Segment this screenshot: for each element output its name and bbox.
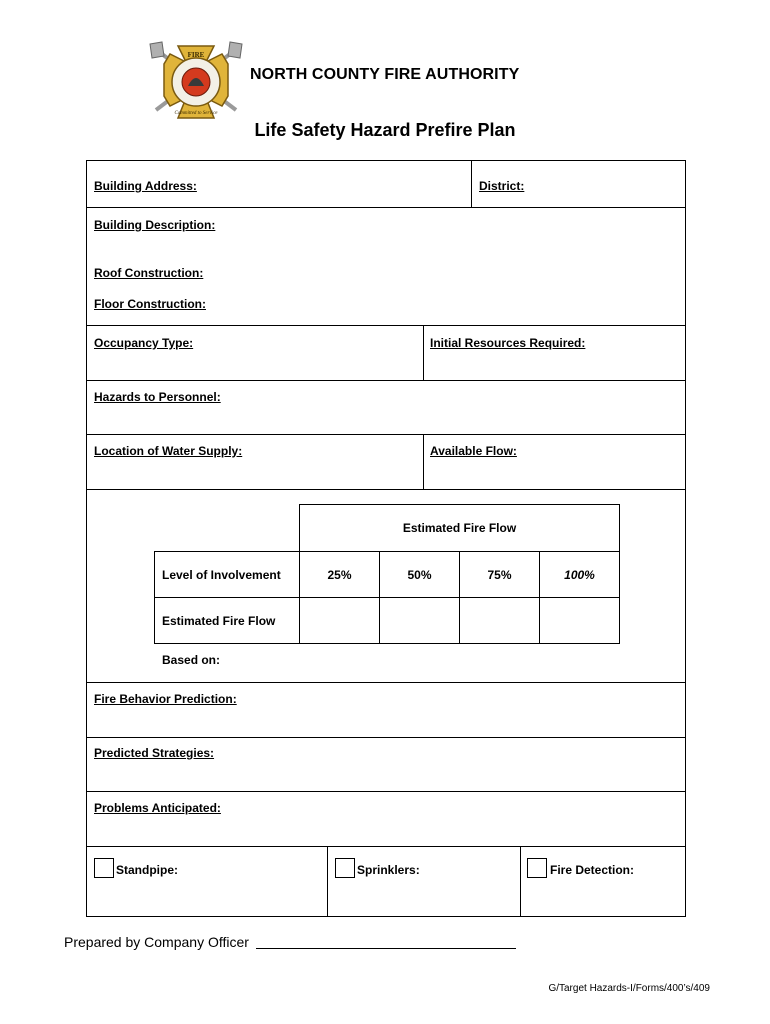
organization-name: NORTH COUNTY FIRE AUTHORITY [250,66,520,83]
maltese-cross-badge-icon [148,40,244,124]
row-divider [87,846,685,847]
row-divider [87,489,685,490]
logo-ring-text: Committed to Service [174,111,218,116]
row-divider [87,380,685,381]
fire-flow-100-input[interactable] [539,597,620,644]
row-divider [87,207,685,208]
standpipe-checkbox[interactable] [94,858,114,878]
involvement-50-cell: 50% [379,551,460,598]
row-divider [87,682,685,683]
predicted-strategies-label[interactable]: Predicted Strategies: [94,746,215,760]
column-divider [327,846,328,917]
available-flow-label[interactable]: Available Flow: [430,444,517,458]
fire-detection-checkbox[interactable] [527,858,547,878]
involvement-25-cell: 25% [299,551,380,598]
row-divider [87,325,685,326]
hazards-to-personnel-label[interactable]: Hazards to Personnel: [94,390,221,404]
fire-authority-logo [148,40,244,124]
page-title: Life Safety Hazard Prefire Plan [254,120,516,140]
prefire-plan-form [86,160,686,917]
fire-flow-table-header: Estimated Fire Flow [299,504,620,552]
sprinklers-checkbox[interactable] [335,858,355,878]
district-label[interactable]: District: [479,179,525,193]
signature-line[interactable] [256,948,516,949]
fire-flow-75-input[interactable] [459,597,540,644]
logo-shield-text: FIRE [187,51,205,59]
building-address-label[interactable]: Building Address: [94,179,197,193]
based-on-label[interactable]: Based on: [162,653,221,667]
fire-flow-25-input[interactable] [299,597,380,644]
water-supply-location-label[interactable]: Location of Water Supply: [94,444,243,458]
column-divider [471,161,472,207]
column-divider [520,846,521,917]
involvement-100-cell: 100% [539,551,620,598]
column-divider [423,325,424,380]
row-divider [87,434,685,435]
prepared-by-label: Prepared by Company Officer [64,934,249,950]
fire-detection-label: Fire Detection: [550,863,635,877]
form-code: G/Target Hazards-I/Forms/400’s/409 [548,983,710,994]
occupancy-type-label[interactable]: Occupancy Type: [94,336,194,350]
floor-construction-label[interactable]: Floor Construction: [94,297,206,311]
row-divider [87,791,685,792]
roof-construction-label[interactable]: Roof Construction: [94,266,204,280]
column-divider [423,434,424,489]
involvement-75-cell: 75% [459,551,540,598]
problems-anticipated-label[interactable]: Problems Anticipated: [94,801,221,815]
sprinklers-label: Sprinklers: [357,863,420,877]
level-of-involvement-label: Level of Involvement [154,551,300,598]
estimated-fire-flow-row-label: Estimated Fire Flow [154,597,300,644]
building-description-label[interactable]: Building Description: [94,218,216,232]
row-divider [87,737,685,738]
initial-resources-label[interactable]: Initial Resources Required: [430,336,586,350]
fire-behavior-label[interactable]: Fire Behavior Prediction: [94,692,237,706]
standpipe-label: Standpipe: [116,863,178,877]
fire-flow-50-input[interactable] [379,597,460,644]
